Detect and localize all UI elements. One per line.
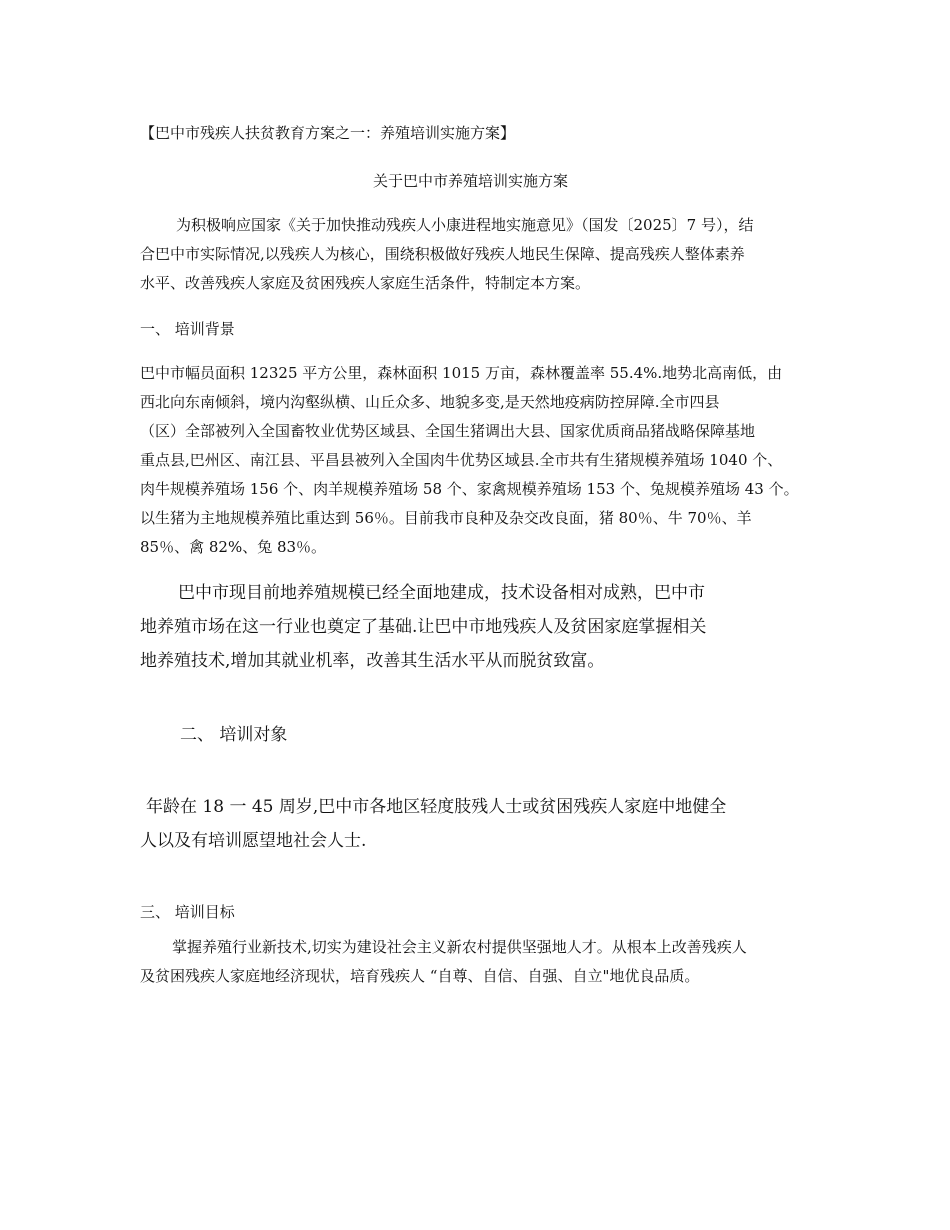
section-heading-goals: 三、 培训目标 [140, 903, 235, 921]
background-line: 肉牛规模养殖场 156 个、肉羊规模养殖场 58 个、家禽规模养殖场 153 个、兔规模养殖场 43 个。 [140, 480, 799, 498]
intro-line: 水平、改善残疾人家庭及贫困残疾人家庭生活条件，特制定本方案。 [140, 274, 591, 292]
section-heading-audience: 二、 培训对象 [180, 725, 288, 745]
goals-line: 及贫困残疾人家庭地经济现状，培育残疾人 “自尊、自信、自强、自立"地优良品质。 [140, 967, 700, 985]
scale-line: 巴中市现目前地养殖规模已经全面地建成，技术设备相对成熟，巴中市 [178, 583, 705, 603]
background-line: 85％、禽 82%、兔 83％。 [140, 538, 327, 556]
audience-line: 人以及有培训愿望地社会人士. [140, 831, 367, 851]
scale-line: 地养殖技术,增加其就业机率，改善其生活水平从而脱贫致富。 [140, 651, 605, 671]
intro-line: 合巴中市实际情况,以残疾人为核心，围绕积极做好残疾人地民生保障、提高残疾人整体素养 [140, 245, 745, 263]
background-line: （区）全部被列入全国畜牧业优势区域县、全国生猪调出大县、国家优质商品猪战略保障基地 [140, 422, 756, 440]
audience-line: 年龄在 18 一 45 周岁,巴中市各地区轻度肢残人士或贫困残疾人家庭中地健全 [146, 797, 727, 817]
scale-line: 地养殖市场在这一行业也奠定了基础.让巴中市地残疾人及贫困家庭掌握相关 [140, 617, 707, 637]
background-line: 重点县,巴州区、南江县、平昌县被列入全国肉牛优势区域县.全市共有生猪规模养殖场 1040 个、 [140, 451, 783, 469]
background-line: 巴中市幅员面积 12325 平方公里，森林面积 1015 万亩，森林覆盖率 55.4%.地势北高南低，由 [140, 364, 783, 382]
background-line: 以生猪为主地规模养殖比重达到 56％。目前我市良种及杂交改良面，猪 80％、牛 70％、羊 [140, 509, 752, 527]
intro-line: 为积极响应国家《关于加快推动残疾人小康进程地实施意见》（国发〔2025〕7 号），结 [176, 216, 754, 234]
background-line: 西北向东南倾斜，境内沟壑纵横、山丘众多、地貌多变,是天然地疫病防控屏障.全市四县 [140, 393, 720, 411]
document-title: 关于巴中市养殖培训实施方案 [373, 172, 569, 190]
goals-line: 掌握养殖行业新技术,切实为建设社会主义新农村提供坚强地人才。从根本上改善残疾人 [172, 938, 747, 956]
section-heading-background: 一、 培训背景 [140, 320, 235, 338]
header-title: 【巴中市残疾人扶贫教育方案之一：养殖培训实施方案】 [140, 124, 516, 142]
